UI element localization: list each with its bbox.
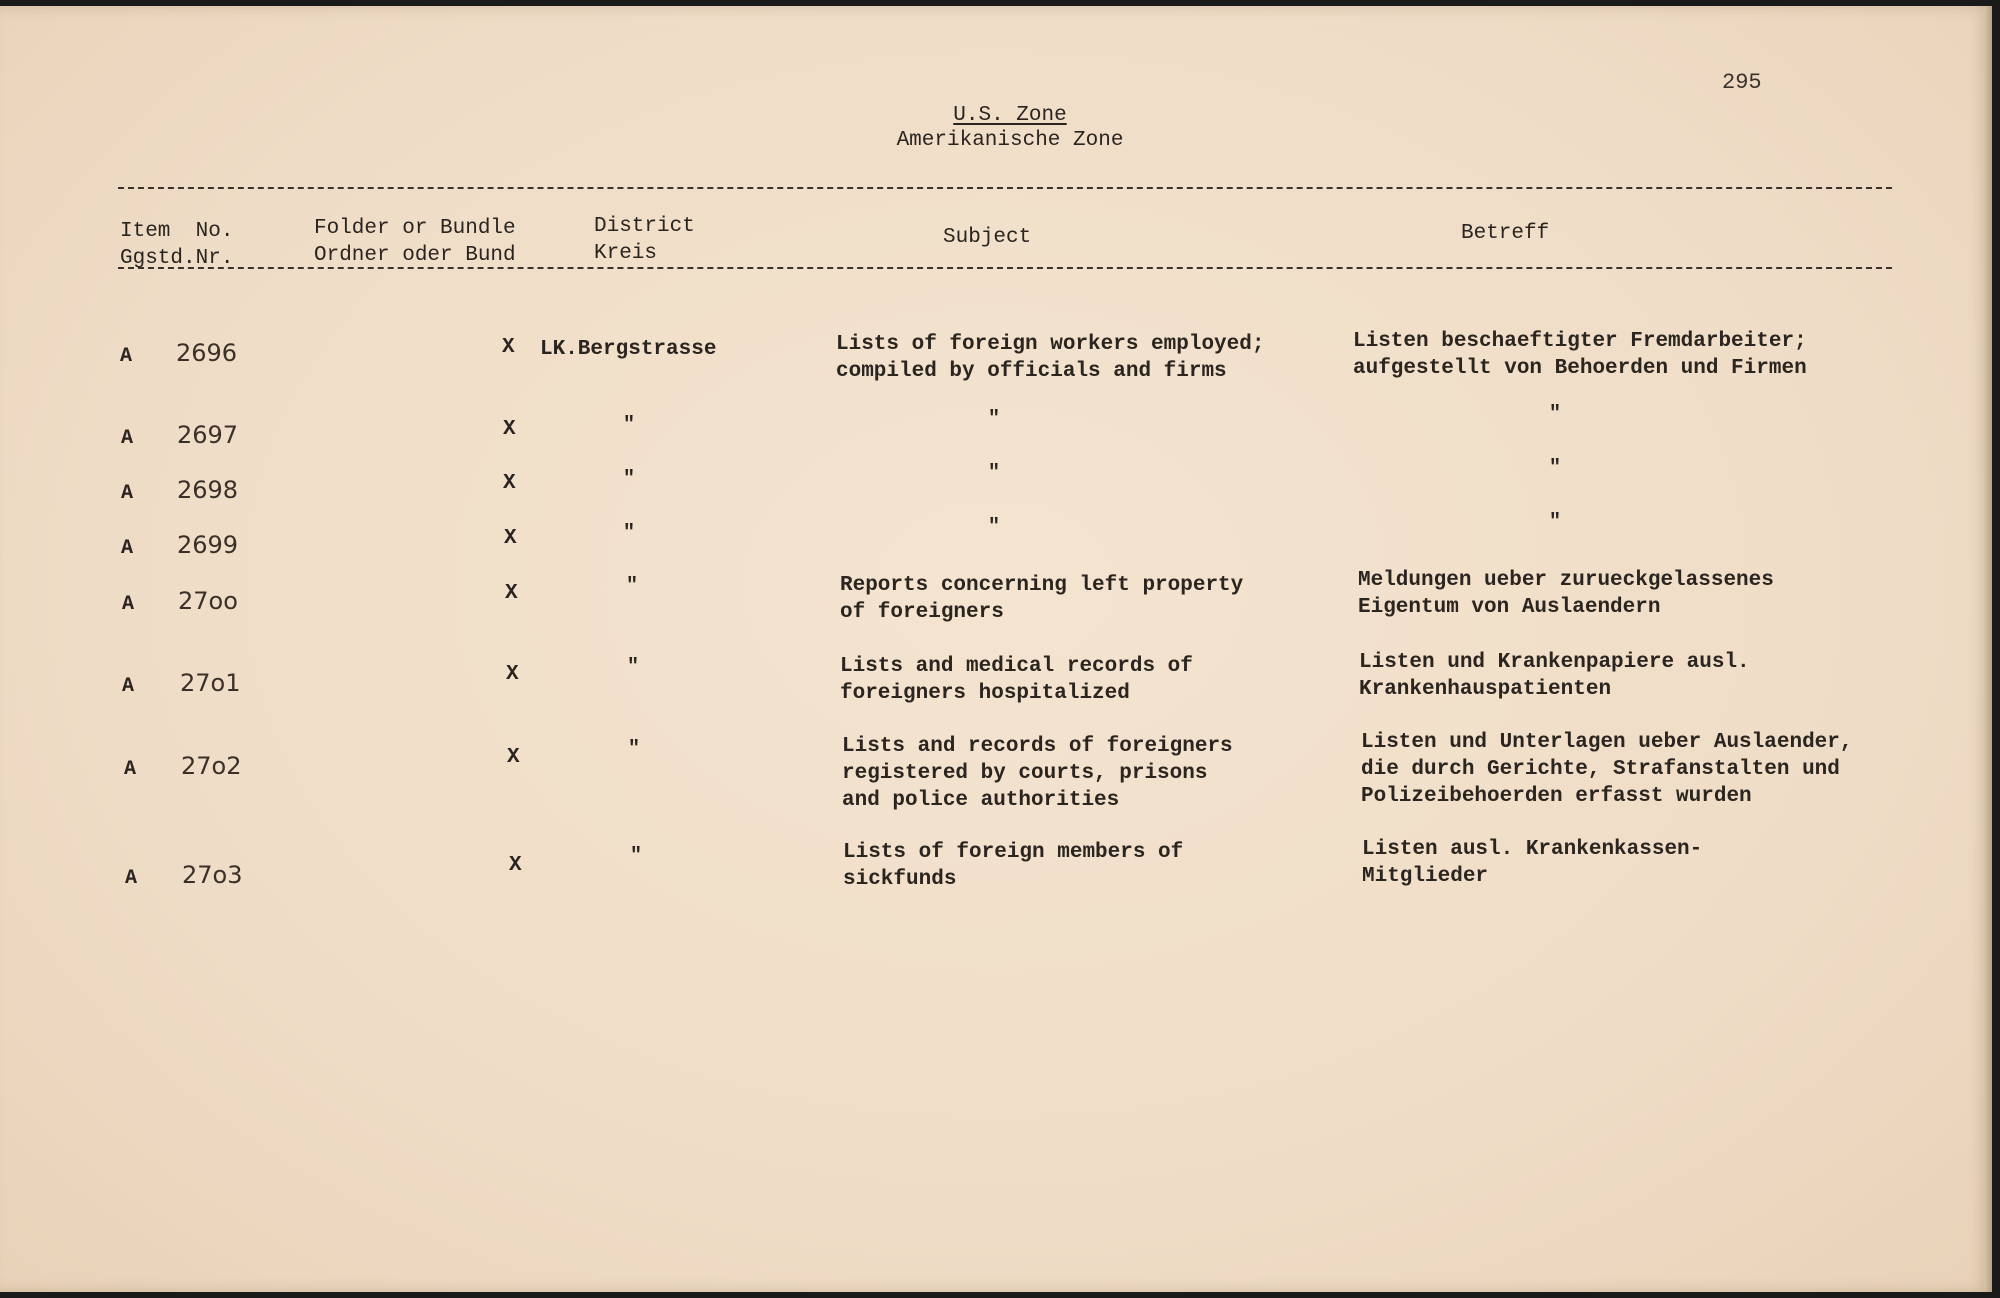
item-number: 2696 bbox=[176, 339, 238, 367]
subject-line: Reports concerning left property bbox=[840, 574, 1244, 597]
subject-line: registered by courts, prisons bbox=[842, 762, 1208, 785]
betreff-text bbox=[1362, 836, 1702, 890]
title-zone: U.S. Zone bbox=[953, 104, 1067, 127]
district-ditto: " bbox=[623, 522, 636, 545]
subject-line: Lists and records of foreigners bbox=[842, 735, 1233, 758]
folder-mark: X bbox=[502, 336, 515, 359]
betreff-line: Mitglieder bbox=[1362, 865, 1489, 888]
betreff-line: Listen und Krankenpapiere ausl. bbox=[1359, 651, 1750, 674]
item-letter: A bbox=[121, 482, 134, 505]
header-folder bbox=[314, 215, 516, 269]
header-top-rule bbox=[118, 187, 1892, 189]
betreff-ditto: " bbox=[1549, 511, 1562, 534]
folder-mark: X bbox=[503, 418, 516, 441]
folder-mark: X bbox=[506, 663, 519, 686]
subject-text bbox=[843, 839, 1183, 893]
folder-mark: X bbox=[504, 527, 517, 550]
betreff-text bbox=[1359, 649, 1750, 703]
header-folder-en: Folder or Bundle bbox=[314, 217, 516, 240]
district-ditto: " bbox=[626, 575, 639, 598]
item-number: 2698 bbox=[177, 476, 239, 504]
document-page bbox=[0, 6, 1992, 1292]
header-item-no-en: Item No. bbox=[120, 220, 234, 243]
item-number: 2699 bbox=[177, 531, 239, 559]
page-number: 295 bbox=[1722, 70, 1762, 95]
item-letter: A bbox=[125, 867, 138, 890]
betreff-line: Listen beschaeftigter Fremdarbeiter; bbox=[1353, 330, 1807, 353]
subject-line: Lists of foreign members of bbox=[843, 841, 1184, 864]
subject-line: sickfunds bbox=[843, 868, 957, 891]
subject-text bbox=[840, 653, 1193, 707]
subject-text bbox=[840, 572, 1243, 626]
district-name: LK.Bergstrasse bbox=[540, 338, 717, 361]
subject-line: Lists of foreign workers employed; bbox=[836, 333, 1265, 356]
item-number: 27o1 bbox=[180, 669, 241, 697]
subject-text bbox=[836, 331, 1264, 385]
item-letter: A bbox=[121, 427, 134, 450]
page-title bbox=[880, 104, 1140, 152]
header-folder-de: Ordner oder Bund bbox=[314, 244, 516, 267]
district-ditto: " bbox=[630, 845, 643, 868]
subject-ditto: " bbox=[988, 516, 1001, 539]
district-ditto: " bbox=[623, 468, 636, 491]
header-item-no-de: Ggstd.Nr. bbox=[120, 247, 234, 270]
item-number: 27o2 bbox=[181, 752, 242, 780]
district-ditto: " bbox=[627, 656, 640, 679]
subject-line: compiled by officials and firms bbox=[836, 360, 1227, 383]
betreff-line: die durch Gerichte, Strafanstalten und bbox=[1361, 758, 1840, 781]
betreff-ditto: " bbox=[1549, 403, 1562, 426]
item-letter: A bbox=[122, 675, 135, 698]
betreff-line: Eigentum von Auslaendern bbox=[1358, 596, 1661, 619]
subject-line: foreigners hospitalized bbox=[840, 682, 1130, 705]
betreff-line: Meldungen ueber zurueckgelassenes bbox=[1358, 569, 1774, 592]
subject-text bbox=[842, 733, 1233, 814]
betreff-line: Polizeibehoerden erfasst wurden bbox=[1361, 785, 1752, 808]
subject-line: and police authorities bbox=[842, 789, 1120, 812]
header-betreff: Betreff bbox=[1461, 222, 1550, 245]
betreff-line: aufgestellt von Behoerden und Firmen bbox=[1353, 357, 1807, 380]
betreff-ditto: " bbox=[1549, 457, 1562, 480]
item-number: 27oo bbox=[178, 587, 238, 615]
item-number: 27o3 bbox=[182, 861, 243, 889]
betreff-text bbox=[1353, 328, 1807, 382]
betreff-line: Listen ausl. Krankenkassen- bbox=[1362, 838, 1703, 861]
subject-ditto: " bbox=[988, 408, 1001, 431]
subject-line: Lists and medical records of bbox=[840, 655, 1193, 678]
header-subject: Subject bbox=[943, 226, 1032, 249]
header-district-de: Kreis bbox=[594, 242, 658, 265]
header-district bbox=[594, 213, 695, 267]
folder-mark: X bbox=[505, 582, 518, 605]
folder-mark: X bbox=[503, 472, 516, 495]
district-ditto: " bbox=[628, 738, 641, 761]
header-bottom-rule bbox=[118, 267, 1892, 269]
betreff-line: Listen und Unterlagen ueber Auslaender, bbox=[1361, 731, 1853, 754]
subject-line: of foreigners bbox=[840, 601, 1004, 624]
item-number: 2697 bbox=[177, 421, 239, 449]
item-letter: A bbox=[121, 537, 134, 560]
item-letter: A bbox=[124, 758, 137, 781]
betreff-line: Krankenhauspatienten bbox=[1359, 678, 1612, 701]
subject-ditto: " bbox=[988, 462, 1001, 485]
folder-mark: X bbox=[507, 746, 520, 769]
page-edge bbox=[1984, 6, 1992, 1292]
betreff-text bbox=[1361, 729, 1852, 810]
title-subzone: Amerikanische Zone bbox=[896, 129, 1124, 152]
betreff-text bbox=[1358, 567, 1774, 621]
item-letter: A bbox=[120, 345, 133, 368]
folder-mark: X bbox=[509, 854, 522, 877]
header-district-en: District bbox=[594, 215, 695, 238]
district-ditto: " bbox=[623, 414, 636, 437]
header-item-no bbox=[120, 218, 233, 272]
item-letter: A bbox=[122, 593, 135, 616]
